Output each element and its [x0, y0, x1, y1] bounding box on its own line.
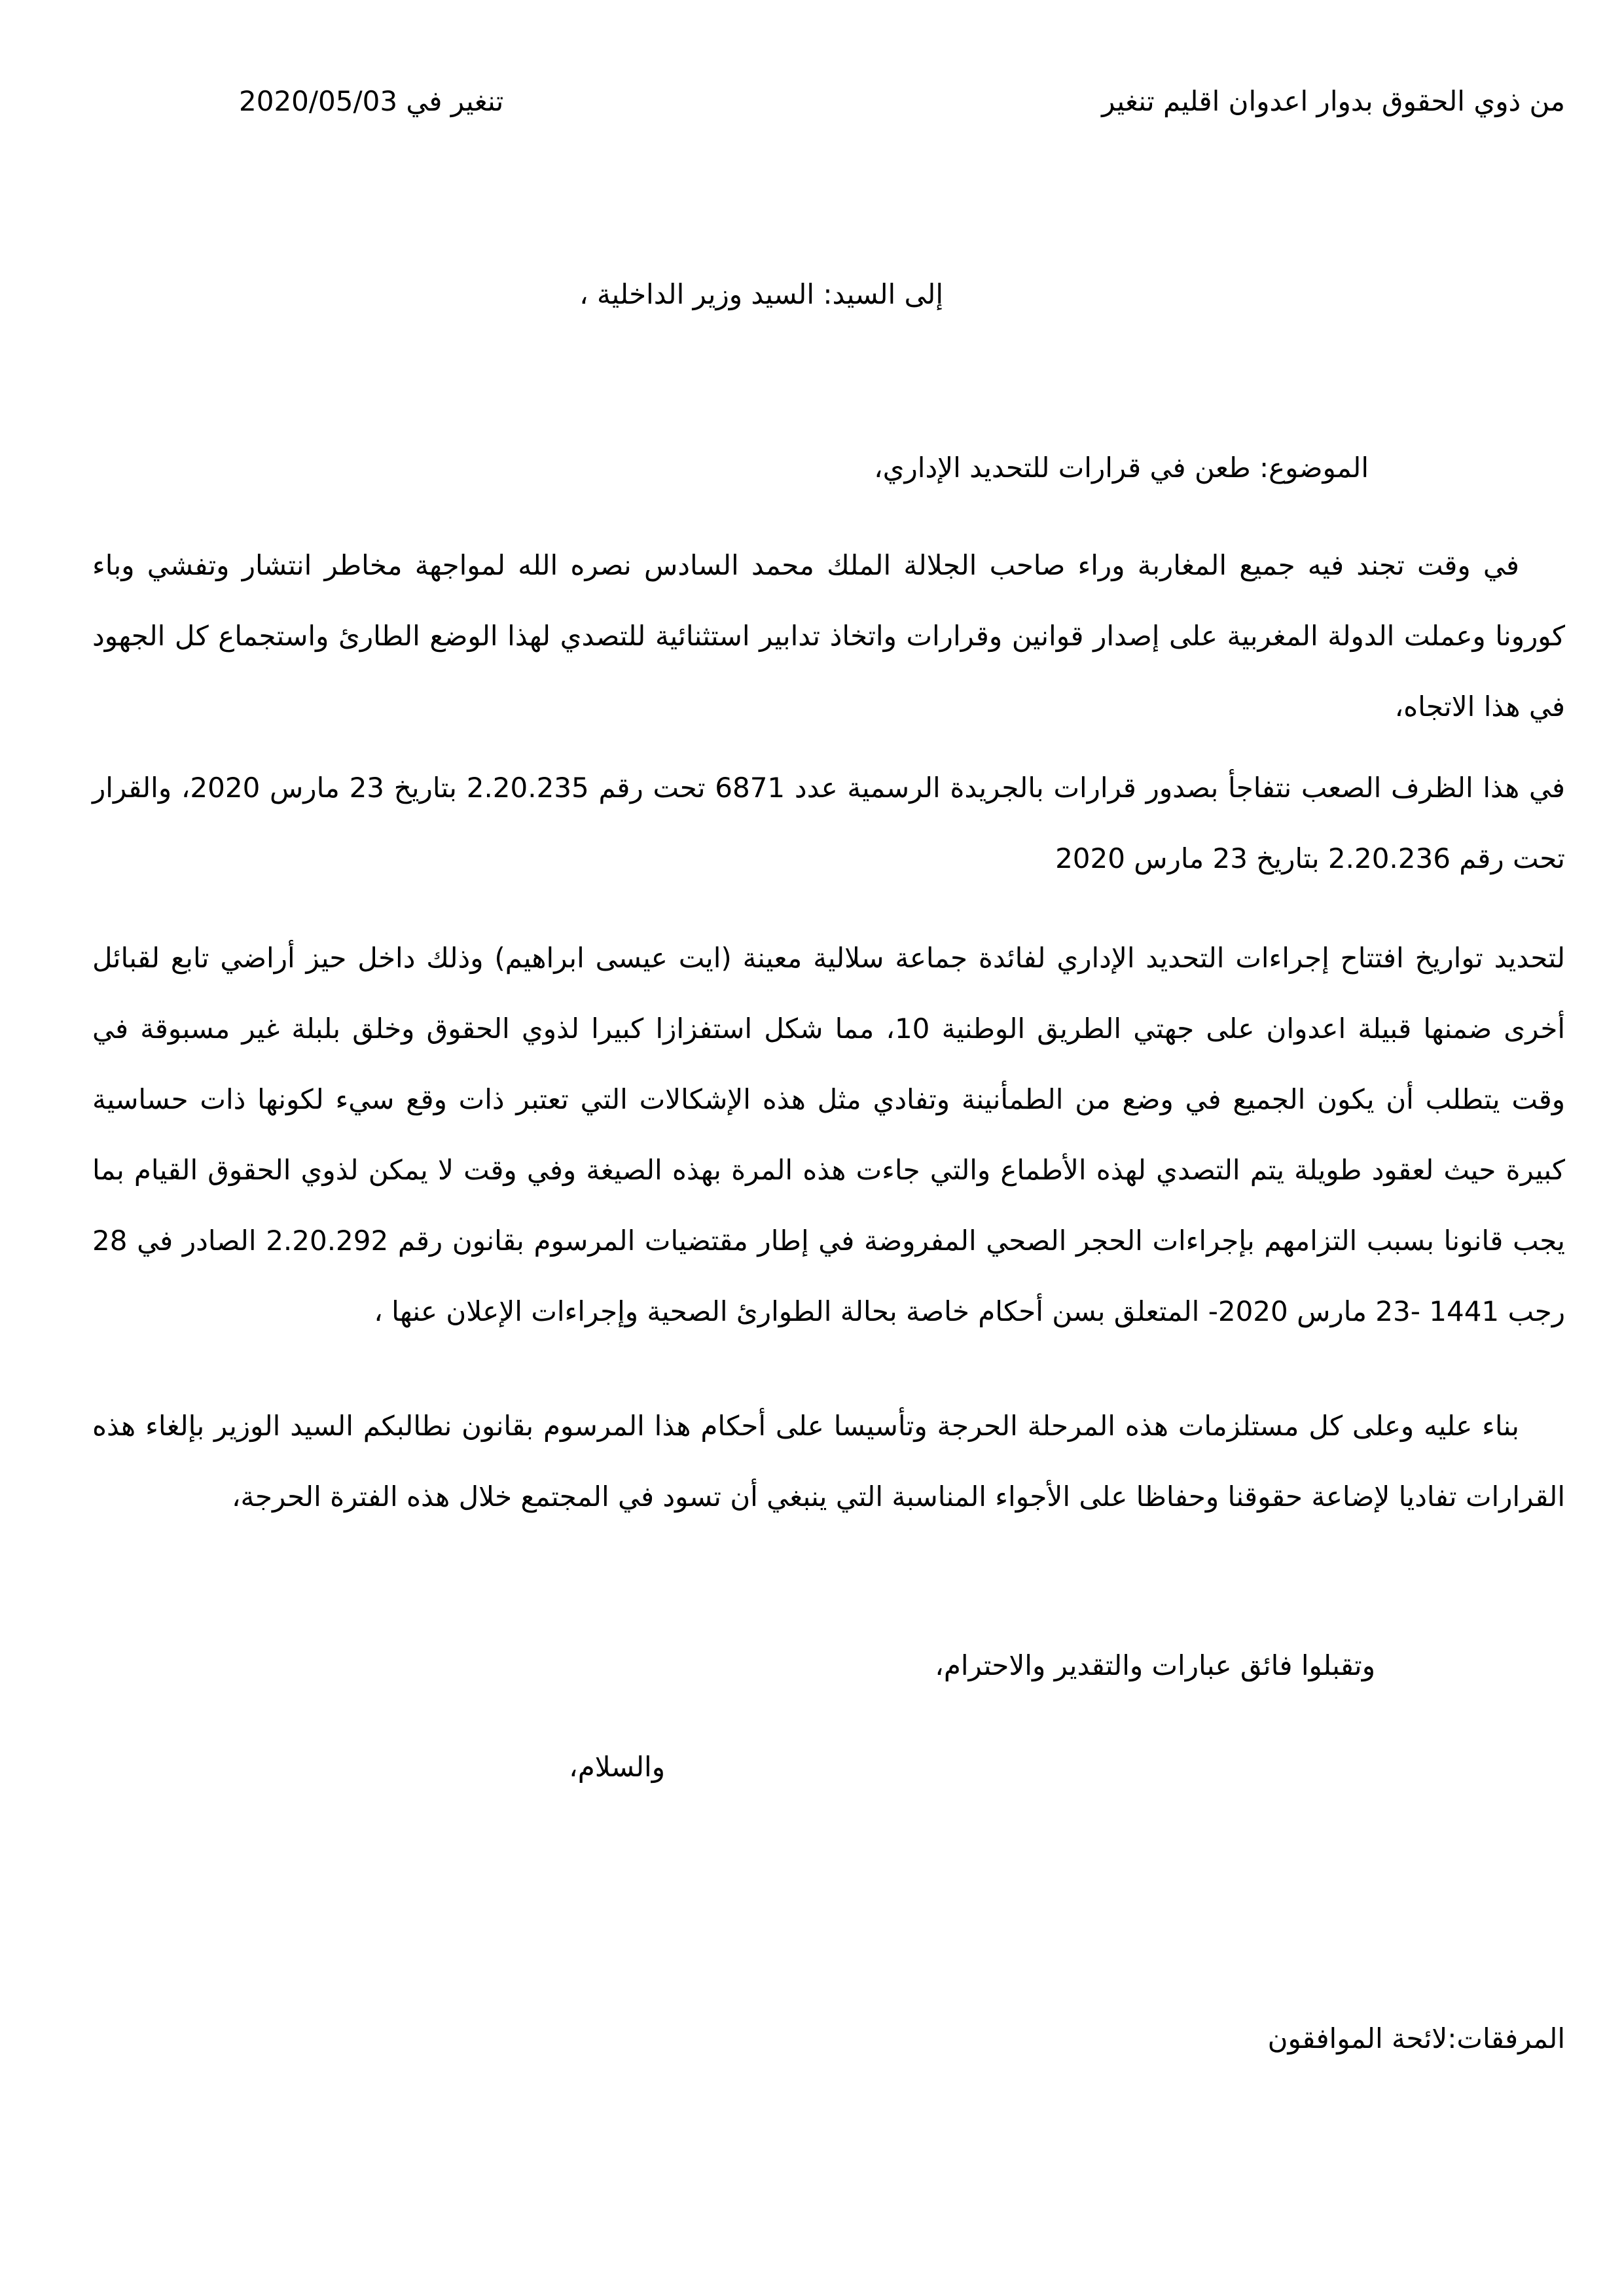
paragraph-text: بناء عليه وعلى كل مستلزمات هذه المرحلة الحرجة وتأسيسا على أحكام هذا المرسوم بقانون نطالبكم السيد الوزير بإلغاء هذه القرارات تفاديا لإضاعة حقوقنا وحفاظا على الأجواء المناسبة التي ينبغي أن تسود في المجتمع خلال هذه الفترة الحرجة، — [92, 1410, 1565, 1513]
paragraph-text: لتحديد تواريخ افتتاح إجراءات التحديد الإداري لفائدة جماعة سلالية معينة (ايت عيسى ابراهيم) وذلك داخل حيز أراضي تابع لقبائل أخرى ضمنها قبيلة اعدوان على جهتي الطريق الوطنية 10، مما شكل استفزازا كبيرا لذوي الحقوق وخلق بلبلة غير مسبوقة في وقت يتطلب أن يكون الجميع في وضع من الطمأنينة وتفادي مثل هذه الإشكالات التي تعتبر ذات وقع سيء لكونها ذات حساسية كبيرة حيث لعقود طويلة يتم التصدي لهذه الأطماع والتي جاءت هذه المرة بهذه الصيغة وفي وقت لا يمكن لذوي الحقوق القيام بما يجب قانونا بسبب التزامهم بإجراءات الحجر الصحي المفروضة في إطار مقتضيات المرسوم بقانون رقم 2.20.292 الصادر في 28 رجب 1441 -23 مارس 2020- المتعلق بسن أحكام خاصة بحالة الطوارئ الصحية وإجراءات الإعلان عنها ، — [92, 942, 1565, 1327]
place-date-line: تنغير في 2020/05/03 — [239, 85, 504, 117]
addressee-line: إلى السيد: السيد وزير الداخلية ، — [579, 278, 943, 310]
body-paragraph-1 — [92, 530, 1565, 742]
subject-line: الموضوع: طعن في قرارات للتحديد الإداري، — [874, 452, 1369, 484]
closing-line: وتقبلوا فائق عبارات والتقدير والاحترام، — [935, 1649, 1375, 1681]
body-paragraph-3 — [92, 923, 1565, 1347]
salutation-line: والسلام، — [569, 1751, 665, 1783]
body-paragraph-4 — [92, 1391, 1565, 1532]
sender-line: من ذوي الحقوق بدوار اعدوان اقليم تنغير — [1102, 85, 1565, 117]
attachments-line: المرفقات:لائحة الموافقون — [1267, 2022, 1565, 2054]
paragraph-text: في وقت تجند فيه جميع المغاربة وراء صاحب الجلالة الملك محمد السادس نصره الله لمواجهة مخاطر انتشار وتفشي وباء كورونا وعملت الدولة المغربية على إصدار قوانين وقرارات واتخاذ تدابير استثنائية للتصدي لهذا الوضع الطارئ واستجماع كل الجهود في هذا الاتجاه، — [92, 549, 1565, 723]
paragraph-text: في هذا الظرف الصعب نتفاجأ بصدور قرارات بالجريدة الرسمية عدد 6871 تحت رقم 2.20.235 بتاريخ 23 مارس 2020، والقرار تحت رقم 2.20.236 بتاريخ 23 مارس 2020 — [92, 772, 1566, 874]
body-paragraph-2 — [92, 753, 1565, 894]
